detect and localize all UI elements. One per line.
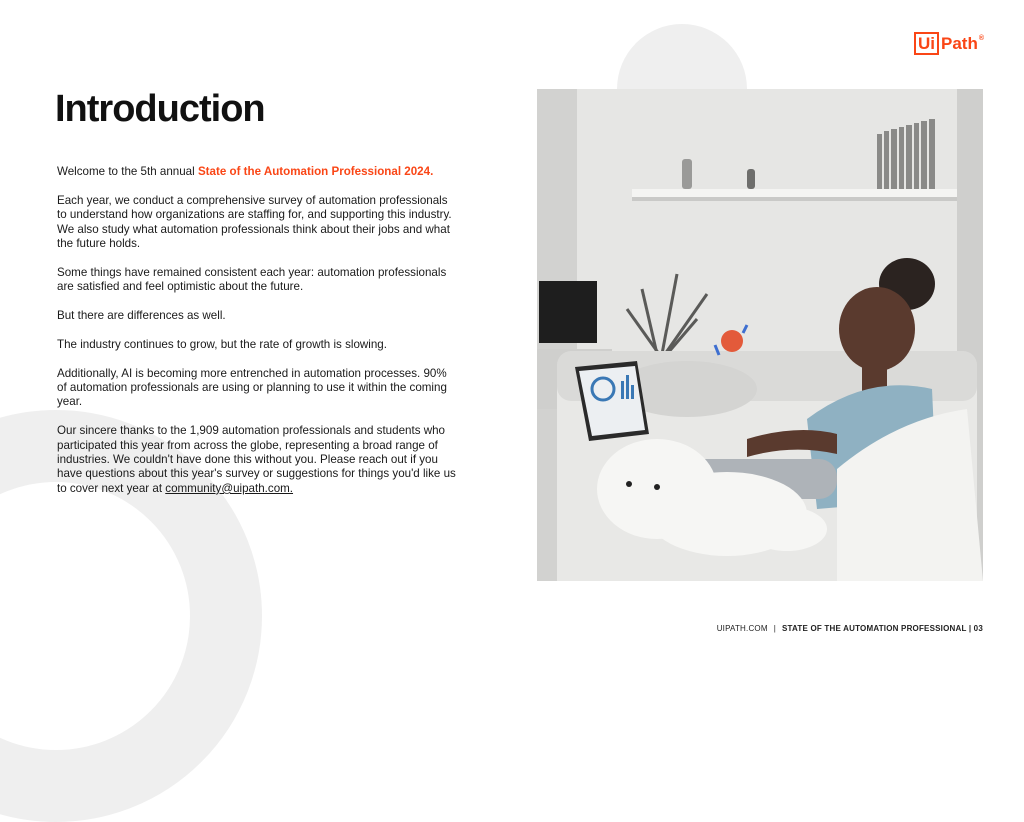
page-title: Introduction (55, 88, 265, 130)
logo-registered-mark: ® (978, 35, 985, 42)
photo-mascot (721, 330, 743, 352)
paragraph-ai: Additionally, AI is becoming more entrenched in automation processes. 90% of automation professionals are using or planning to use it within the coming year. (57, 366, 447, 409)
uipath-logo (914, 32, 984, 55)
footer-separator: | (773, 624, 777, 633)
intro-body (57, 165, 457, 511)
community-email-link[interactable]: community@uipath.com. (165, 481, 294, 495)
logo-ui-box: Ui (914, 32, 939, 55)
paragraph-growth: The industry continues to grow, but the rate of growth is slowing. (57, 337, 387, 351)
photo-vase-small (747, 169, 755, 189)
photo-illustration (537, 89, 983, 581)
welcome-text: Welcome to the 5th annual (57, 165, 198, 178)
paragraph-welcome (57, 165, 457, 179)
thanks-text: Our sincere thanks to the 1,909 automation professionals and students who participated this year from across the globe, representing a broad range of industries. We couldn't have done this without you. Please reach out if you have questions about this year's survey or suggestions for things you'd like us to cover next year at (57, 424, 456, 495)
logo-path-text: Path (941, 33, 978, 53)
photo-shelf (632, 189, 957, 197)
report-title-highlight: State of the Automation Professional 2024. (197, 165, 434, 178)
paragraph-consistent: Some things have remained consistent each year: automation professionals are satisfied and feel optimistic about the future. (57, 265, 447, 294)
paragraph-survey: Each year, we conduct a comprehensive survey of automation professionals to understand how organizations are staffing for, and supporting this industry. We also study what automation professionals think about their jobs and what the future holds. (57, 193, 452, 251)
paragraph-differences: But there are differences as well. (57, 309, 226, 323)
footer-site: UIPATH.COM (716, 624, 768, 633)
photo-vase (682, 159, 692, 189)
page-footer (717, 624, 983, 633)
hero-photo (537, 89, 983, 581)
photo-tv (539, 281, 597, 343)
paragraph-thanks (57, 424, 457, 496)
footer-report-title: STATE OF THE AUTOMATION PROFESSIONAL | 03 (782, 624, 983, 633)
photo-shelf-shadow (632, 197, 957, 201)
